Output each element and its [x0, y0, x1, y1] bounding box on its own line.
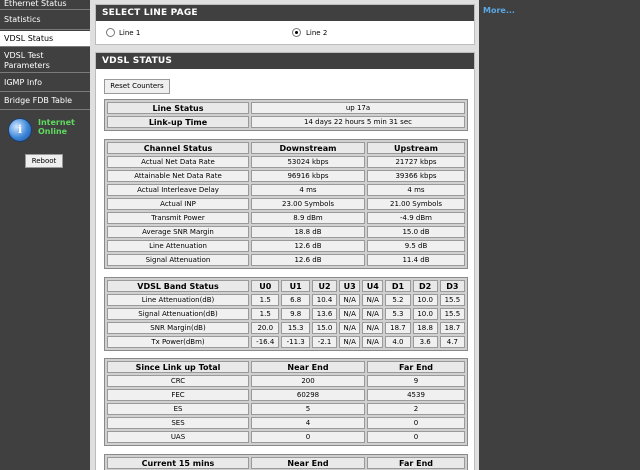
- table-cell: Signal Attenuation(dB): [107, 308, 249, 320]
- select-line-title: SELECT LINE PAGE: [96, 5, 474, 21]
- table-cell: N/A: [339, 308, 360, 320]
- table-cell: -2.1: [312, 336, 337, 348]
- table-row: [107, 403, 465, 415]
- table-row: [107, 226, 465, 238]
- table-cell: CRC: [107, 375, 249, 387]
- sidebar-item-vdsl-status[interactable]: VDSL Status: [0, 31, 90, 47]
- table-header-row: [107, 361, 465, 373]
- table-cell: 4 ms: [367, 184, 465, 196]
- column-header: Near End: [251, 361, 365, 373]
- table-cell: 15.5: [440, 308, 465, 320]
- column-header: Downstream: [251, 142, 365, 154]
- table-cell: 13.6: [312, 308, 337, 320]
- table-cell: -16.4: [251, 336, 279, 348]
- table-cell: 0: [251, 431, 365, 443]
- column-header: U3: [339, 280, 360, 292]
- linkup-time-value: 14 days 22 hours 5 min 31 sec: [251, 116, 465, 128]
- table-cell: Actual Interleave Delay: [107, 184, 249, 196]
- table-cell: N/A: [362, 294, 383, 306]
- select-line-section: [95, 4, 475, 45]
- column-header: U4: [362, 280, 383, 292]
- table-cell: -11.3: [281, 336, 309, 348]
- table-cell: 20.0: [251, 322, 279, 334]
- column-header: Channel Status: [107, 142, 249, 154]
- table-cell: 21.00 Symbols: [367, 198, 465, 210]
- table-cell: Actual Net Data Rate: [107, 156, 249, 168]
- table-header-row: [107, 457, 465, 469]
- sidebar: [0, 0, 90, 470]
- table-cell: 4: [251, 417, 365, 429]
- since-linkup-table: [104, 358, 468, 446]
- table-cell: 4.0: [385, 336, 410, 348]
- table-cell: 11.4 dB: [367, 254, 465, 266]
- table-cell: 4 ms: [251, 184, 365, 196]
- table-cell: 15.3: [281, 322, 309, 334]
- channel-status-table: [104, 139, 468, 269]
- column-header: D1: [385, 280, 410, 292]
- sidebar-item-vdsl-test-parameters[interactable]: VDSL Test Parameters: [0, 49, 90, 73]
- table-cell: 1.5: [251, 294, 279, 306]
- sidebar-item-igmp-info[interactable]: IGMP Info: [0, 76, 90, 92]
- table-cell: 5.2: [385, 294, 410, 306]
- table-cell: 39366 kbps: [367, 170, 465, 182]
- status-line-2: Online: [38, 127, 68, 136]
- table-cell: 5: [251, 403, 365, 415]
- table-cell: 10.4: [312, 294, 337, 306]
- column-header: VDSL Band Status: [107, 280, 249, 292]
- table-cell: 12.6 dB: [251, 240, 365, 252]
- table-row: [107, 417, 465, 429]
- table-cell: 15.5: [440, 294, 465, 306]
- line-1-label: Line 1: [119, 29, 141, 37]
- table-cell: 2: [367, 403, 465, 415]
- line-2-label: Line 2: [306, 29, 328, 37]
- table-row: [107, 170, 465, 182]
- table-cell: 0: [367, 417, 465, 429]
- table-row: [107, 184, 465, 196]
- table-row: [107, 294, 465, 306]
- table-cell: Line Attenuation: [107, 240, 249, 252]
- table-cell: Average SNR Margin: [107, 226, 249, 238]
- table-cell: N/A: [362, 308, 383, 320]
- table-cell: Attainable Net Data Rate: [107, 170, 249, 182]
- table-cell: 4539: [367, 389, 465, 401]
- line-1-radio[interactable]: [106, 28, 115, 37]
- table-row: [107, 116, 465, 128]
- table-cell: N/A: [339, 322, 360, 334]
- table-row: [107, 156, 465, 168]
- table-row: [107, 322, 465, 334]
- table-row: [107, 431, 465, 443]
- line-status-value: up 17a: [251, 102, 465, 114]
- table-cell: 53024 kbps: [251, 156, 365, 168]
- right-panel: [479, 0, 640, 470]
- table-cell: 1.5: [251, 308, 279, 320]
- table-cell: N/A: [339, 336, 360, 348]
- table-cell: 200: [251, 375, 365, 387]
- table-cell: N/A: [362, 336, 383, 348]
- table-cell: 15.0 dB: [367, 226, 465, 238]
- table-cell: Tx Power(dBm): [107, 336, 249, 348]
- table-cell: 10.0: [413, 294, 438, 306]
- table-row: [107, 102, 465, 114]
- table-cell: 18.7: [440, 322, 465, 334]
- column-header: D2: [413, 280, 438, 292]
- table-cell: 9: [367, 375, 465, 387]
- internet-status: [8, 116, 88, 146]
- table-cell: 18.7: [385, 322, 410, 334]
- sidebar-item-ethernet-status[interactable]: Ethernet Status: [0, 0, 90, 10]
- table-header-row: [107, 142, 465, 154]
- column-header: Far End: [367, 361, 465, 373]
- table-cell: 9.5 dB: [367, 240, 465, 252]
- table-cell: SNR Margin(dB): [107, 322, 249, 334]
- column-header: Far End: [367, 457, 465, 469]
- table-row: [107, 198, 465, 210]
- column-header: U2: [312, 280, 337, 292]
- table-header-row: [107, 280, 465, 292]
- linkup-time-label: Link-up Time: [107, 116, 249, 128]
- table-row: [107, 375, 465, 387]
- table-cell: 18.8: [413, 322, 438, 334]
- table-cell: 60298: [251, 389, 365, 401]
- line-radio-group: [96, 21, 474, 45]
- table-cell: 9.8: [281, 308, 309, 320]
- table-cell: Actual INP: [107, 198, 249, 210]
- table-cell: Line Attenuation(dB): [107, 294, 249, 306]
- vdsl-status-title: VDSL STATUS: [96, 53, 474, 69]
- table-cell: -4.9 dBm: [367, 212, 465, 224]
- table-cell: SES: [107, 417, 249, 429]
- main-content: [90, 0, 479, 470]
- table-cell: 96916 kbps: [251, 170, 365, 182]
- table-row: [107, 389, 465, 401]
- table-cell: 6.8: [281, 294, 309, 306]
- column-header: Since Link up Total: [107, 361, 249, 373]
- table-cell: 0: [367, 431, 465, 443]
- column-header: Near End: [251, 457, 365, 469]
- table-cell: ES: [107, 403, 249, 415]
- table-cell: 18.8 dB: [251, 226, 365, 238]
- internet-status-text: [38, 118, 75, 136]
- column-header: Current 15 mins: [107, 457, 249, 469]
- column-header: U1: [281, 280, 309, 292]
- current-15-mins-table: [104, 454, 468, 470]
- line-2-radio[interactable]: [292, 28, 301, 37]
- column-header: Upstream: [367, 142, 465, 154]
- table-row: [107, 308, 465, 320]
- table-cell: 3.6: [413, 336, 438, 348]
- column-header: D3: [440, 280, 465, 292]
- table-row: [107, 240, 465, 252]
- table-row: [107, 212, 465, 224]
- table-cell: 12.6 dB: [251, 254, 365, 266]
- sidebar-item-statistics[interactable]: Statistics: [0, 12, 90, 30]
- table-cell: UAS: [107, 431, 249, 443]
- table-cell: FEC: [107, 389, 249, 401]
- table-cell: 23.00 Symbols: [251, 198, 365, 210]
- table-cell: N/A: [362, 322, 383, 334]
- table-cell: 8.9 dBm: [251, 212, 365, 224]
- more-link[interactable]: More...: [483, 6, 515, 15]
- table-cell: Signal Attenuation: [107, 254, 249, 266]
- table-row: [107, 336, 465, 348]
- table-row: [107, 254, 465, 266]
- reboot-button[interactable]: Reboot: [25, 154, 63, 168]
- vdsl-status-section: [95, 52, 475, 470]
- table-cell: 15.0: [312, 322, 337, 334]
- info-globe-icon: i: [8, 118, 32, 142]
- table-cell: 4.7: [440, 336, 465, 348]
- status-line-1: Internet: [38, 118, 75, 127]
- reset-counters-button[interactable]: Reset Counters: [104, 79, 170, 94]
- line-status-label: Line Status: [107, 102, 249, 114]
- line-status-table: [104, 99, 468, 131]
- table-cell: Transmit Power: [107, 212, 249, 224]
- table-cell: 10.0: [413, 308, 438, 320]
- table-cell: N/A: [339, 294, 360, 306]
- table-cell: 5.3: [385, 308, 410, 320]
- table-cell: 21727 kbps: [367, 156, 465, 168]
- column-header: U0: [251, 280, 279, 292]
- band-status-table: [104, 277, 468, 351]
- sidebar-item-bridge-fdb-table[interactable]: Bridge FDB Table: [0, 94, 90, 110]
